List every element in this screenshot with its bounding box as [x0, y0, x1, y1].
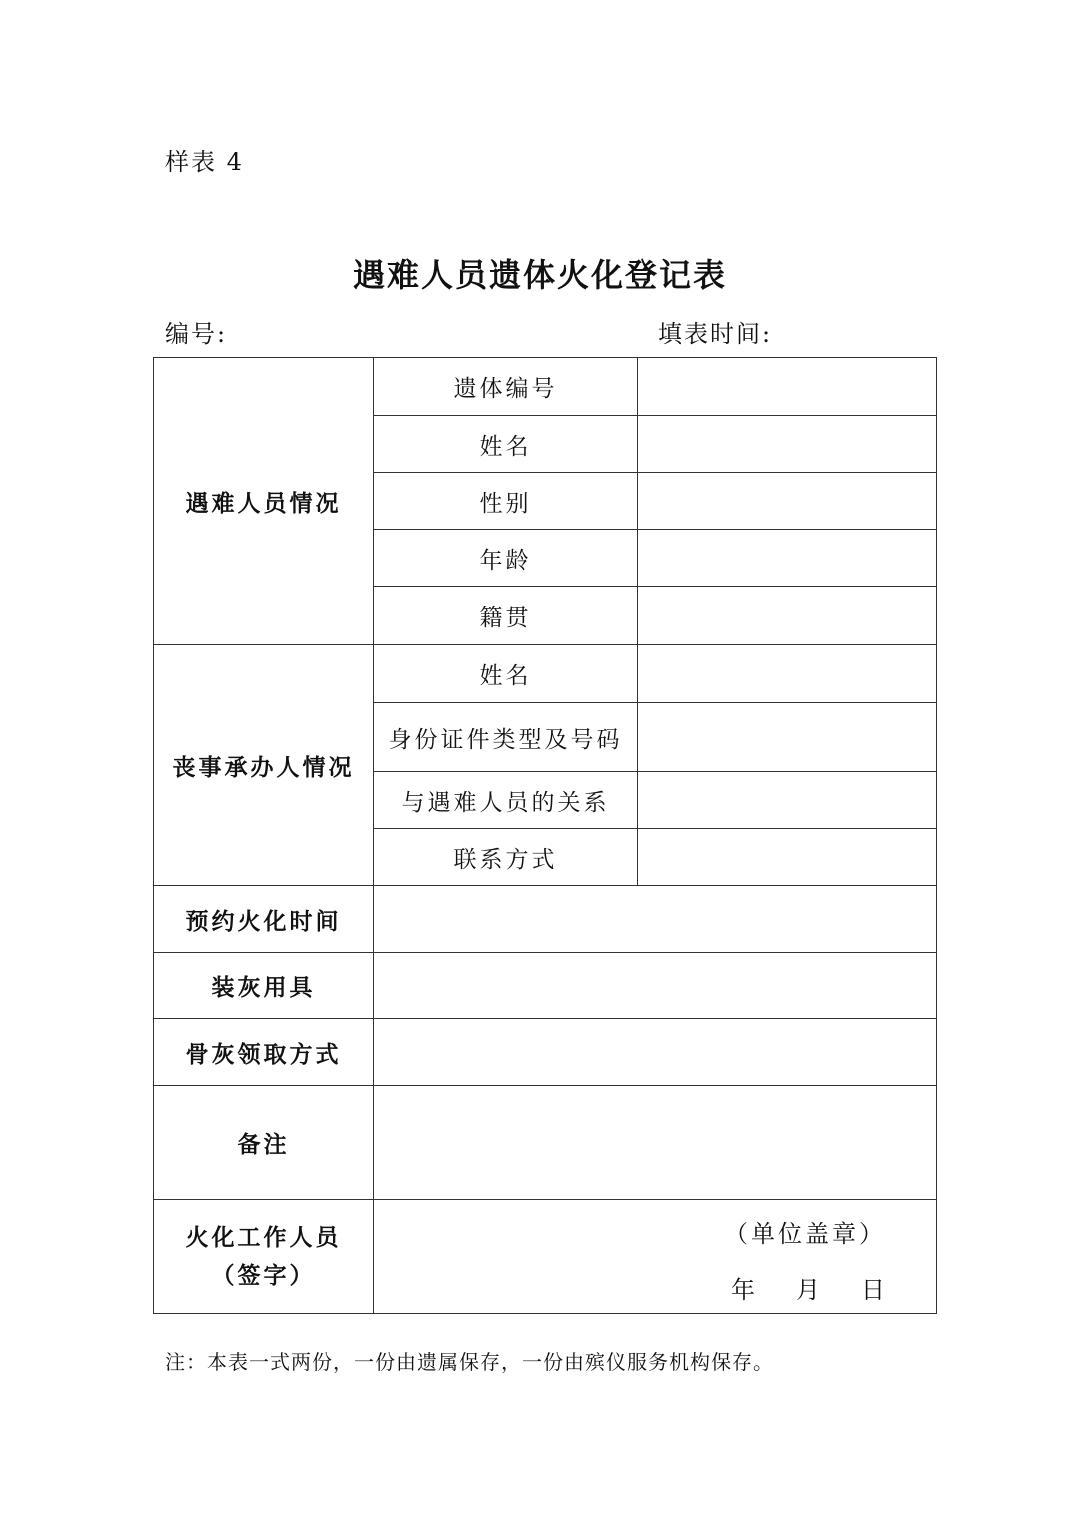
cremation-time-value[interactable]: [374, 886, 937, 953]
id-type-number-label: 身份证件类型及号码: [374, 703, 638, 772]
native-place-value[interactable]: [638, 587, 937, 645]
handler-name-label: 姓名: [374, 645, 638, 703]
unit-stamp-label: （单位盖章）: [724, 1220, 886, 1248]
staff-signature-label: [154, 1200, 374, 1314]
staff-label-line2: （签字）: [211, 1261, 316, 1289]
handler-section-label: 丧事承办人情况: [154, 645, 374, 886]
year-label: 年: [731, 1276, 758, 1304]
contact-value[interactable]: [638, 829, 937, 886]
remarks-label: 备注: [154, 1086, 374, 1200]
contact-label: 联系方式: [374, 829, 638, 886]
age-value[interactable]: [638, 530, 937, 587]
ash-pickup-value[interactable]: [374, 1019, 937, 1086]
relationship-label: 与遇难人员的关系: [374, 772, 638, 829]
relationship-value[interactable]: [638, 772, 937, 829]
sample-label: 样表 4: [165, 148, 244, 176]
day-label: 日: [861, 1276, 888, 1304]
gender-label: 性别: [374, 473, 638, 530]
staff-label-line1: 火化工作人员: [185, 1223, 342, 1251]
date-line: [731, 1270, 888, 1305]
deceased-section-label: 遇难人员情况: [154, 358, 374, 645]
gender-value[interactable]: [638, 473, 937, 530]
number-label: 编号:: [165, 320, 228, 348]
cremation-time-label: 预约火化时间: [154, 886, 374, 953]
age-label: 年龄: [374, 530, 638, 587]
handler-name-value[interactable]: [638, 645, 937, 703]
body-number-label: 遗体编号: [374, 358, 638, 416]
urn-value[interactable]: [374, 953, 937, 1019]
ash-pickup-label: 骨灰领取方式: [154, 1019, 374, 1086]
footnote: 注：本表一式两份，一份由遗属保存，一份由殡仪服务机构保存。: [165, 1350, 774, 1374]
id-type-number-value[interactable]: [638, 703, 937, 772]
month-label: 月: [796, 1276, 823, 1304]
native-place-label: 籍贯: [374, 587, 638, 645]
body-number-value[interactable]: [638, 358, 937, 416]
remarks-value[interactable]: [374, 1086, 937, 1200]
deceased-name-value[interactable]: [638, 416, 937, 473]
fill-time-label: 填表时间:: [658, 320, 773, 348]
deceased-name-label: 姓名: [374, 416, 638, 473]
staff-signature-area[interactable]: [374, 1200, 937, 1314]
registration-form-table: [153, 357, 937, 1314]
document-title: 遇难人员遗体火化登记表: [352, 256, 727, 294]
urn-label: 装灰用具: [154, 953, 374, 1019]
